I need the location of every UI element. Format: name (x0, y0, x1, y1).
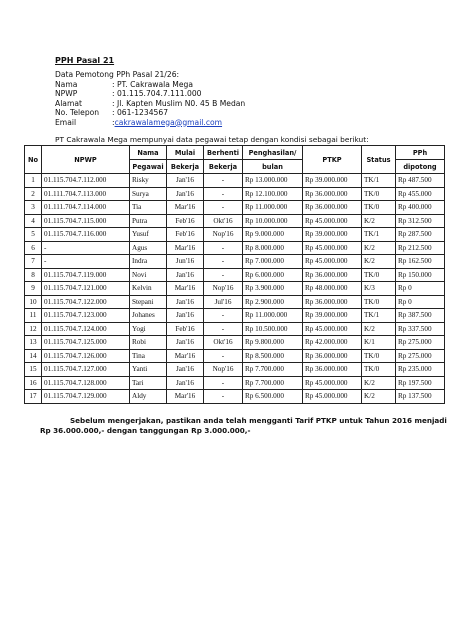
cell-mulai: Feb'16 (167, 322, 204, 336)
header-berhenti: Berhenti (204, 146, 243, 160)
table-row (25, 349, 445, 363)
info-row-phone (55, 108, 245, 118)
cell-pph: Rp 455.000 (396, 187, 445, 201)
cell-status: K/2 (362, 376, 396, 390)
cell-berhenti: - (204, 187, 243, 201)
cell-nama: Kelvin (130, 282, 167, 296)
cell-mulai: Jan'16 (167, 336, 204, 350)
cell-ptkp: Rp 36.000.000 (303, 363, 362, 377)
cell-nama: Yusuf (130, 228, 167, 242)
cell-penghasilan: Rp 3.900.000 (243, 282, 303, 296)
header-nama: Nama (130, 146, 167, 160)
cell-ptkp: Rp 39.000.000 (303, 228, 362, 242)
cell-no: 7 (25, 255, 42, 269)
cell-status: K/2 (362, 214, 396, 228)
header-status: Status (362, 146, 396, 174)
cell-ptkp: Rp 36.000.000 (303, 201, 362, 215)
cell-ptkp: Rp 36.000.000 (303, 268, 362, 282)
cell-berhenti: - (204, 390, 243, 404)
cell-ptkp: Rp 36.000.000 (303, 295, 362, 309)
cell-mulai: Mar'16 (167, 282, 204, 296)
cell-penghasilan: Rp 7.700.000 (243, 376, 303, 390)
header-penghasilan: Penghasilan/ (243, 146, 303, 160)
cell-no: 11 (25, 309, 42, 323)
cell-nama: Robi (130, 336, 167, 350)
cell-pph: Rp 487.500 (396, 174, 445, 188)
cell-no: 12 (25, 322, 42, 336)
cell-npwp: 01.115.704.7.124.000 (42, 322, 130, 336)
cell-npwp: 01.115.704.7.115.000 (42, 214, 130, 228)
cell-berhenti: - (204, 322, 243, 336)
cell-mulai: Jan'16 (167, 187, 204, 201)
cell-no: 16 (25, 376, 42, 390)
cell-ptkp: Rp 45.000.000 (303, 241, 362, 255)
info-label: NPWP (55, 89, 78, 98)
cell-penghasilan: Rp 8.000.000 (243, 241, 303, 255)
cell-no: 6 (25, 241, 42, 255)
info-value: : PT. Cakrawala Mega (112, 79, 193, 89)
cell-pph: Rp 197.500 (396, 376, 445, 390)
cell-penghasilan: Rp 11.000.000 (243, 309, 303, 323)
header-no: No (25, 146, 42, 174)
cell-pph: Rp 137.500 (396, 390, 445, 404)
cell-penghasilan: Rp 2.900.000 (243, 295, 303, 309)
cell-mulai: Mar'16 (167, 201, 204, 215)
cell-berhenti: - (204, 268, 243, 282)
info-value: : Jl. Kapten Muslim N0. 45 B Medan (112, 98, 246, 108)
cell-berhenti: Nop'16 (204, 363, 243, 377)
note (40, 416, 460, 436)
cell-berhenti: - (204, 309, 243, 323)
table-row (25, 390, 445, 404)
cell-berhenti: - (204, 349, 243, 363)
info-label: Email (55, 117, 77, 127)
cell-penghasilan: Rp 6.000.000 (243, 268, 303, 282)
cell-status: TK/1 (362, 174, 396, 188)
cell-nama: Tia (130, 201, 167, 215)
cell-status: TK/0 (362, 295, 396, 309)
header-row-top (25, 146, 445, 160)
info-row-email (55, 118, 245, 128)
cell-berhenti: Nop'16 (204, 282, 243, 296)
cell-npwp: 01.115.704.7.125.000 (42, 336, 130, 350)
cell-no: 15 (25, 363, 42, 377)
cell-npwp: 01.115.704.7.116.000 (42, 228, 130, 242)
cell-ptkp: Rp 36.000.000 (303, 349, 362, 363)
table-row (25, 376, 445, 390)
cell-no: 2 (25, 187, 42, 201)
cell-mulai: Mar'16 (167, 390, 204, 404)
cell-pph: Rp 235.000 (396, 363, 445, 377)
table-row (25, 336, 445, 350)
cell-pph: Rp 0 (396, 282, 445, 296)
info-value: : 061-1234567 (112, 108, 169, 117)
cell-ptkp: Rp 45.000.000 (303, 390, 362, 404)
cell-pph: Rp 275.000 (396, 349, 445, 363)
email-link[interactable]: cakrawalamega@gmail.com (114, 117, 223, 127)
table-row (25, 268, 445, 282)
cell-ptkp: Rp 45.000.000 (303, 255, 362, 269)
header-bekerja-2: Bekerja (204, 160, 243, 174)
cell-no: 14 (25, 349, 42, 363)
cell-penghasilan: Rp 10.500.000 (243, 322, 303, 336)
table-row (25, 201, 445, 215)
cell-status: K/2 (362, 255, 396, 269)
cell-nama: Tina (130, 349, 167, 363)
cell-mulai: Jun'16 (167, 255, 204, 269)
cell-penghasilan: Rp 6.500.000 (243, 390, 303, 404)
cell-penghasilan: Rp 9.000.000 (243, 228, 303, 242)
header-npwp: NPWP (42, 146, 130, 174)
table-row (25, 295, 445, 309)
cell-mulai: Jan'16 (167, 376, 204, 390)
cell-nama: Indra (130, 255, 167, 269)
table-row (25, 174, 445, 188)
cell-berhenti: Jul'16 (204, 295, 243, 309)
cell-pph: Rp 312.500 (396, 214, 445, 228)
cell-penghasilan: Rp 7.700.000 (243, 363, 303, 377)
cell-mulai: Jan'16 (167, 174, 204, 188)
cell-status: TK/1 (362, 309, 396, 323)
cell-ptkp: Rp 45.000.000 (303, 214, 362, 228)
cell-no: 1 (25, 174, 42, 188)
cell-npwp: 01.115.704.7.123.000 (42, 309, 130, 323)
table-row (25, 255, 445, 269)
cell-nama: Aldy (130, 390, 167, 404)
cell-penghasilan: Rp 9.800.000 (243, 336, 303, 350)
cell-status: K/2 (362, 322, 396, 336)
cell-status: TK/0 (362, 363, 396, 377)
cell-ptkp: Rp 36.000.000 (303, 187, 362, 201)
cell-nama: Agus (130, 241, 167, 255)
cell-berhenti: Okt'16 (204, 336, 243, 350)
employee-table (24, 145, 445, 404)
cell-pph: Rp 0 (396, 295, 445, 309)
cell-berhenti: - (204, 255, 243, 269)
cell-npwp: 01.111.704.7.113.000 (42, 187, 130, 201)
table-body (25, 174, 445, 404)
cell-npwp: 01.115.704.7.119.000 (42, 268, 130, 282)
cell-mulai: Jan'16 (167, 363, 204, 377)
cell-pph: Rp 337.500 (396, 322, 445, 336)
cell-status: K/3 (362, 282, 396, 296)
table-row (25, 187, 445, 201)
document-title: PPH Pasal 21 (55, 56, 115, 65)
cell-ptkp: Rp 39.000.000 (303, 174, 362, 188)
header-ptkp: PTKP (303, 146, 362, 174)
cell-nama: Risky (130, 174, 167, 188)
cell-status: TK/0 (362, 268, 396, 282)
table-row (25, 214, 445, 228)
cell-no: 17 (25, 390, 42, 404)
company-info (55, 70, 245, 127)
cell-nama: Putra (130, 214, 167, 228)
cell-mulai: Feb'16 (167, 214, 204, 228)
cell-pph: Rp 150.000 (396, 268, 445, 282)
header-mulai: Mulai (167, 146, 204, 160)
cell-npwp: 01.115.704.7.122.000 (42, 295, 130, 309)
cell-no: 5 (25, 228, 42, 242)
info-value: : 01.115.704.7.111.000 (112, 89, 202, 98)
cell-status: TK/1 (362, 228, 396, 242)
cell-ptkp: Rp 45.000.000 (303, 322, 362, 336)
cell-nama: Tari (130, 376, 167, 390)
cell-pph: Rp 400.000 (396, 201, 445, 215)
cell-nama: Surya (130, 187, 167, 201)
cell-status: K/2 (362, 390, 396, 404)
cell-nama: Yanti (130, 363, 167, 377)
cell-pph: Rp 162.500 (396, 255, 445, 269)
cell-penghasilan: Rp 10.000.000 (243, 214, 303, 228)
cell-npwp: 01.115.704.7.121.000 (42, 282, 130, 296)
header-pegawai: Pegawai (130, 160, 167, 174)
cell-npwp: 01.115.704.7.112.000 (42, 174, 130, 188)
table-row (25, 363, 445, 377)
cell-berhenti: Okt'16 (204, 214, 243, 228)
cell-berhenti: - (204, 376, 243, 390)
cell-berhenti: - (204, 201, 243, 215)
cell-penghasilan: Rp 11.000.000 (243, 201, 303, 215)
header-dipotong: dipotong (396, 160, 445, 174)
cell-ptkp: Rp 39.000.000 (303, 309, 362, 323)
cell-penghasilan: Rp 13.000.000 (243, 174, 303, 188)
cell-npwp: 01.111.704.7.114.000 (42, 201, 130, 215)
cell-npwp: - (42, 241, 130, 255)
info-row-name (55, 80, 245, 90)
cell-penghasilan: Rp 7.000.000 (243, 255, 303, 269)
cell-status: TK/0 (362, 201, 396, 215)
cell-no: 4 (25, 214, 42, 228)
cell-npwp: 01.115.704.7.129.000 (42, 390, 130, 404)
note-line-1: Sebelum mengerjakan, pastikan anda telah mengganti Tarif PTKP untuk Tahun 2016 menjadi (70, 416, 447, 425)
cell-no: 13 (25, 336, 42, 350)
cell-mulai: Mar'16 (167, 349, 204, 363)
cell-status: K/1 (362, 336, 396, 350)
cell-mulai: Feb'16 (167, 228, 204, 242)
note-line-2: Rp 36.000.000,- dengan tanggungan Rp 3.000.000,- (40, 426, 251, 435)
cell-pph: Rp 212.500 (396, 241, 445, 255)
cell-mulai: Mar'16 (167, 241, 204, 255)
header-bekerja: Bekerja (167, 160, 204, 174)
table-row (25, 228, 445, 242)
cell-npwp: - (42, 255, 130, 269)
cell-no: 9 (25, 282, 42, 296)
info-label: Nama (55, 79, 78, 89)
cell-npwp: 01.115.704.7.128.000 (42, 376, 130, 390)
cell-no: 3 (25, 201, 42, 215)
cell-mulai: Jan'16 (167, 309, 204, 323)
cell-pph: Rp 275.000 (396, 336, 445, 350)
cell-npwp: 01.115.704.7.127.000 (42, 363, 130, 377)
info-row-npwp (55, 89, 245, 99)
cell-no: 8 (25, 268, 42, 282)
cell-nama: Johanes (130, 309, 167, 323)
cell-status: K/2 (362, 241, 396, 255)
info-row-address (55, 99, 245, 109)
cell-nama: Stepani (130, 295, 167, 309)
info-label: Alamat (55, 98, 82, 108)
intro-text: PT Cakrawala Mega mempunyai data pegawai tetap dengan kondisi sebagai berikut: (55, 135, 369, 144)
cell-penghasilan: Rp 8.500.000 (243, 349, 303, 363)
cell-ptkp: Rp 45.000.000 (303, 376, 362, 390)
cell-no: 10 (25, 295, 42, 309)
header-bulan: bulan (243, 160, 303, 174)
cell-pph: Rp 287.500 (396, 228, 445, 242)
cell-nama: Yogi (130, 322, 167, 336)
cell-mulai: Jan'16 (167, 268, 204, 282)
cell-npwp: 01.115.704.7.126.000 (42, 349, 130, 363)
info-header: Data Pemotong PPh Pasal 21/26: (55, 70, 180, 79)
cell-berhenti: - (204, 241, 243, 255)
cell-ptkp: Rp 48.000.000 (303, 282, 362, 296)
cell-berhenti: - (204, 174, 243, 188)
cell-status: TK/0 (362, 187, 396, 201)
header-pph: PPh (396, 146, 445, 160)
cell-status: TK/0 (362, 349, 396, 363)
table-row (25, 322, 445, 336)
email-separator: : (112, 117, 115, 127)
cell-berhenti: Nop'16 (204, 228, 243, 242)
cell-mulai: Jan'16 (167, 295, 204, 309)
cell-nama: Novi (130, 268, 167, 282)
cell-penghasilan: Rp 12.100.000 (243, 187, 303, 201)
table-row (25, 282, 445, 296)
cell-ptkp: Rp 42.000.000 (303, 336, 362, 350)
table-row (25, 241, 445, 255)
cell-pph: Rp 387.500 (396, 309, 445, 323)
info-label: No. Telepon (55, 108, 100, 117)
table-row (25, 309, 445, 323)
